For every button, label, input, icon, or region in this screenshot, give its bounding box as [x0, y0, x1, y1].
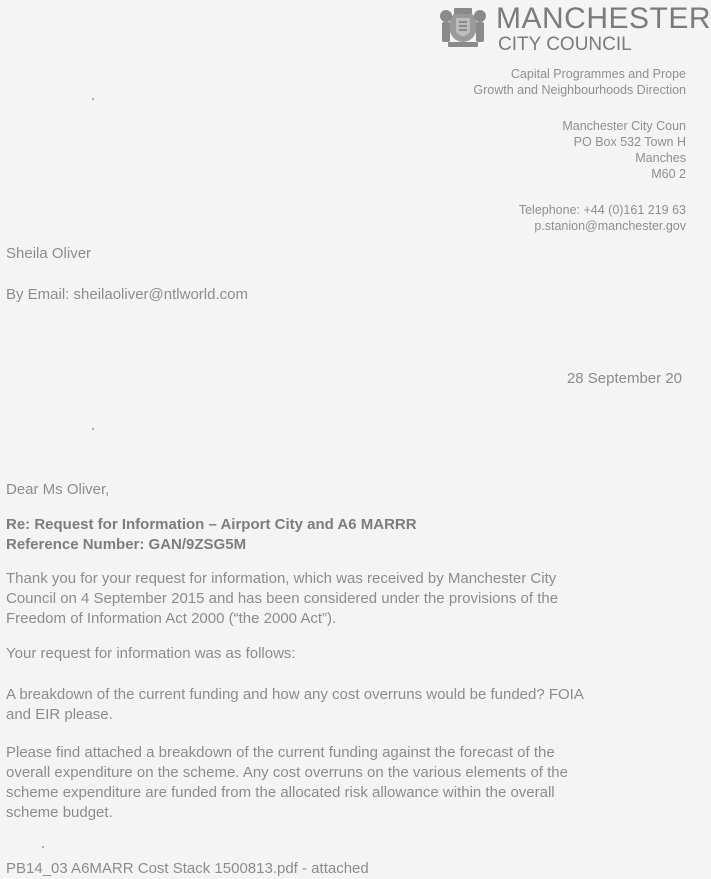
paragraph-line: overall expenditure on the scheme. Any cost overruns on the various elements of the: [6, 764, 568, 781]
paragraph-intro: [6, 569, 682, 629]
salutation: Dear Ms Oliver,: [6, 481, 110, 498]
scan-speck: [92, 98, 94, 100]
paragraph-line: scheme expenditure are funded from the allocated risk allowance within the overall: [6, 784, 555, 801]
reference-number-line: Reference Number: GAN/9ZSG5M: [6, 536, 247, 553]
contact-block: [519, 202, 686, 234]
letter-date: 28 September 20: [566, 370, 682, 387]
scan-speck: [92, 428, 94, 430]
paragraph-line: Please find attached a breakdown of the current funding against the forecast of the: [6, 744, 555, 761]
paragraph-line: Thank you for your request for information, which was received by Manchester City: [6, 570, 557, 587]
paragraph-line: scheme budget.: [6, 804, 113, 821]
paragraph-line: A breakdown of the current funding and how any cost overruns would be funded? FOIA: [6, 686, 584, 703]
paragraph-request-label: Your request for information was as follows:: [6, 645, 296, 662]
address-line: Manches: [635, 151, 686, 165]
address-line: M60 2: [651, 167, 686, 181]
attachment-line: PB14_03 A6MARR Cost Stack 1500813.pdf - attached: [6, 860, 369, 877]
address-block: [562, 118, 686, 182]
department-line: Capital Programmes and Prope: [510, 67, 686, 81]
paragraph-response: [6, 743, 682, 823]
recipient-name: Sheila Oliver: [6, 245, 92, 262]
scan-speck: [42, 846, 44, 848]
paragraph-line: and EIR please.: [6, 706, 113, 723]
email-contact-line: p.stanion@manchester.gov: [534, 219, 686, 233]
recipient-email-line: By Email: sheilaoliver@ntlworld.com: [6, 286, 248, 303]
paragraph-request: [6, 685, 682, 725]
address-line: PO Box 532 Town H: [573, 135, 686, 149]
paragraph-line: Freedom of Information Act 2000 (“the 2000 Act”).: [6, 610, 337, 627]
subject-line: Re: Request for Information – Airport City and A6 MARRR: [6, 516, 417, 533]
logo-org-subtitle: CITY COUNCIL: [498, 34, 632, 55]
department-block: [473, 66, 686, 98]
address-line: Manchester City Coun: [562, 119, 686, 133]
department-line: Growth and Neighbourhoods Direction: [473, 83, 686, 97]
coat-of-arms-icon: [434, 2, 492, 50]
logo-org-name: MANCHESTER: [496, 2, 711, 35]
council-logo: [434, 2, 711, 55]
paragraph-line: Council on 4 September 2015 and has been considered under the provisions of the: [6, 590, 559, 607]
telephone-line: Telephone: +44 (0)161 219 63: [518, 203, 686, 217]
